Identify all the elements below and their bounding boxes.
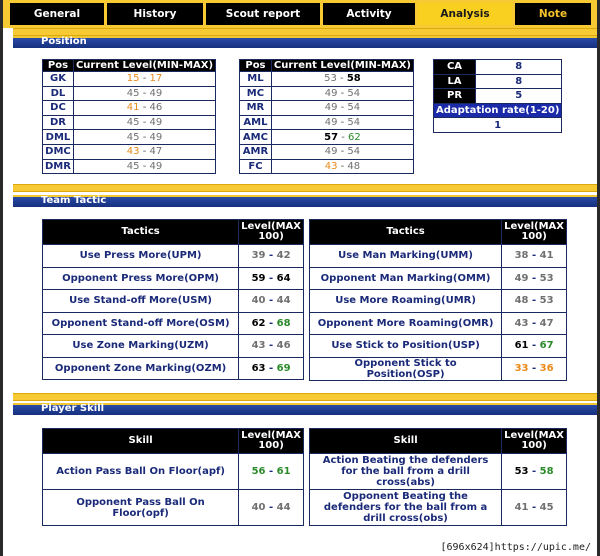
position-table-left [42, 59, 216, 174]
tab-activity[interactable]: Activity [323, 3, 415, 25]
position-row [240, 144, 414, 159]
level-range: 53 - 58 [502, 454, 567, 490]
tactic-name: Opponent Stick to Position(OSP) [310, 357, 502, 380]
level-range: 45 - 49 [73, 86, 215, 101]
level-range: 43 - 48 [271, 159, 413, 174]
tab-analysis[interactable]: Analysis [418, 3, 512, 25]
level-min: 45 [126, 117, 140, 129]
col-level: Current Level(MIN-MAX) [271, 60, 413, 72]
col-level: Level(MAX 100) [239, 220, 304, 245]
skill-name: Action Beating the defenders for the ball from a drill cross(abs) [310, 454, 502, 490]
tab-scout-report[interactable]: Scout report [206, 3, 320, 25]
col-tactics: Tactics [310, 220, 502, 245]
tactic-name: Use Stand-off More(USM) [43, 290, 239, 313]
position-code: GK [43, 72, 74, 87]
position-row [240, 130, 414, 145]
col-skill: Skill [310, 429, 502, 454]
position-row [43, 86, 216, 101]
level-range: 38 - 41 [502, 245, 567, 268]
section-header-position [13, 36, 599, 48]
tactic-name: Opponent Stand-off More(OSM) [43, 312, 239, 335]
level-max: 44 [276, 502, 291, 513]
level-max: 53 [539, 272, 554, 284]
skill-row [43, 490, 304, 526]
level-range: 41 - 45 [502, 490, 567, 526]
level-max: 68 [276, 317, 291, 329]
level-range: 39 - 42 [239, 245, 304, 268]
section-header-player-skill [13, 403, 599, 415]
la-label: LA [434, 74, 476, 89]
col-tactics: Tactics [43, 220, 239, 245]
skill-name: Opponent Pass Ball On Floor(opf) [43, 490, 239, 526]
la-value: 8 [476, 74, 562, 89]
tactic-row [43, 312, 304, 335]
level-max: 47 [539, 317, 554, 329]
level-min: 43 [324, 160, 338, 172]
tactic-row [43, 357, 304, 380]
level-min: 41 [514, 502, 529, 513]
tactics-table-left [42, 219, 304, 380]
tactic-name: Opponent Press More(OPM) [43, 267, 239, 290]
skill-name: Action Pass Ball On Floor(apf) [43, 454, 239, 490]
level-range: 49 - 54 [271, 144, 413, 159]
level-min: 57 [324, 131, 339, 143]
level-max: 54 [347, 146, 361, 158]
level-min: 43 [251, 340, 266, 352]
level-range: 57 - 62 [271, 130, 413, 145]
level-range: 49 - 54 [271, 101, 413, 116]
level-min: 45 [126, 87, 140, 99]
level-max: 62 [348, 131, 361, 143]
tactic-row [310, 267, 567, 290]
level-min: 59 [251, 272, 266, 284]
col-pos: Pos [43, 60, 74, 72]
skill-row [43, 454, 304, 490]
col-level: Level(MAX 100) [502, 429, 567, 454]
level-min: 48 [514, 295, 529, 307]
level-range: 53 - 58 [271, 72, 413, 87]
tab-note[interactable]: Note [515, 3, 591, 25]
level-min: 40 [251, 502, 266, 513]
level-max: 54 [347, 102, 361, 114]
level-range: 40 - 44 [239, 290, 304, 313]
level-range: 15 - 17 [73, 72, 215, 87]
position-row [43, 101, 216, 116]
level-min: 45 [126, 160, 140, 172]
position-row [240, 72, 414, 87]
tactic-row [310, 245, 567, 268]
level-min: 33 [514, 363, 529, 374]
position-code: MR [240, 101, 272, 116]
level-max: 54 [347, 87, 361, 99]
position-table-right [239, 59, 414, 174]
position-row [240, 159, 414, 174]
section-divider [13, 28, 599, 36]
tactic-name: Use Man Marking(UMM) [310, 245, 502, 268]
ca-label: CA [434, 60, 476, 75]
tactic-name: Opponent Zone Marking(OZM) [43, 357, 239, 380]
level-min: 53 [324, 73, 337, 85]
level-max: 49 [149, 160, 163, 172]
level-min: 53 [514, 466, 529, 477]
level-max: 41 [539, 250, 554, 262]
level-range: 45 - 49 [73, 159, 215, 174]
level-max: 49 [149, 117, 163, 129]
level-min: 49 [514, 272, 529, 284]
skills-table-left [42, 428, 304, 526]
level-max: 45 [539, 502, 554, 513]
adaptation-label: Adaptation rate(1-20) [434, 103, 562, 118]
skill-name: Opponent Beating the defenders for the ball from a drill cross(obs) [310, 490, 502, 526]
level-min: 15 [126, 73, 140, 85]
level-max: 47 [149, 146, 163, 158]
level-range: 43 - 47 [73, 144, 215, 159]
position-code: AML [240, 115, 272, 130]
position-code: FC [240, 159, 272, 174]
level-max: 61 [276, 466, 291, 477]
level-max: 49 [149, 87, 163, 99]
skill-row [310, 454, 567, 490]
tactic-row [310, 290, 567, 313]
position-code: DR [43, 115, 74, 130]
section-title: Team Tactic [41, 195, 107, 206]
section-title: Player Skill [41, 403, 105, 414]
position-row [43, 115, 216, 130]
level-min: 49 [324, 117, 338, 129]
tactic-name: Opponent Man Marking(OMM) [310, 267, 502, 290]
level-max: 17 [149, 73, 163, 85]
level-min: 49 [324, 102, 338, 114]
level-range: 63 - 69 [239, 357, 304, 380]
level-max: 69 [276, 362, 291, 374]
col-level: Current Level(MIN-MAX) [73, 60, 215, 72]
tactic-row [43, 267, 304, 290]
skill-row [310, 490, 567, 526]
level-min: 40 [251, 295, 266, 307]
level-range: 56 - 61 [239, 454, 304, 490]
position-code: AMR [240, 144, 272, 159]
level-min: 45 [126, 131, 140, 143]
level-min: 43 [126, 146, 140, 158]
level-max: 58 [539, 466, 554, 477]
position-code: DL [43, 86, 74, 101]
tactics-table-right [309, 219, 567, 381]
position-code: DMR [43, 159, 74, 174]
position-code: ML [240, 72, 272, 87]
ratings-table [433, 59, 562, 133]
section-title: Position [41, 36, 87, 47]
level-range: 61 - 67 [502, 335, 567, 358]
tactic-name: Use Stick to Position(USP) [310, 335, 502, 358]
level-max: 48 [347, 160, 361, 172]
position-row [240, 101, 414, 116]
level-max: 49 [149, 131, 163, 143]
level-range: 49 - 54 [271, 115, 413, 130]
level-range: 43 - 47 [502, 312, 567, 335]
level-min: 38 [514, 250, 529, 262]
level-range: 48 - 53 [502, 290, 567, 313]
position-row [43, 159, 216, 174]
level-range: 43 - 46 [239, 335, 304, 358]
level-min: 61 [514, 340, 529, 352]
tactic-name: Opponent More Roaming(OMR) [310, 312, 502, 335]
level-range: 41 - 46 [73, 101, 215, 116]
level-max: 54 [347, 117, 361, 129]
pr-label: PR [434, 89, 476, 104]
position-row [43, 144, 216, 159]
col-level: Level(MAX 100) [239, 429, 304, 454]
level-max: 36 [539, 363, 554, 374]
watermark: [696x624]https://upic.me/ [440, 542, 591, 553]
tab-history[interactable]: History [107, 3, 203, 25]
section-divider [13, 184, 599, 192]
position-code: DC [43, 101, 74, 116]
position-code: AMC [240, 130, 272, 145]
level-min: 49 [324, 87, 338, 99]
position-row [240, 115, 414, 130]
tactic-row [43, 245, 304, 268]
section-divider [13, 393, 599, 401]
tactic-row [43, 335, 304, 358]
ca-value: 8 [476, 60, 562, 75]
level-max: 64 [276, 272, 291, 284]
level-range: 33 - 36 [502, 357, 567, 380]
level-min: 39 [251, 250, 266, 262]
level-max: 46 [149, 102, 163, 114]
level-max: 67 [539, 340, 554, 352]
level-range: 49 - 54 [271, 86, 413, 101]
level-range: 59 - 64 [239, 267, 304, 290]
level-range: 62 - 68 [239, 312, 304, 335]
tab-bar [3, 0, 600, 28]
position-row [43, 130, 216, 145]
level-max: 42 [276, 250, 291, 262]
level-min: 41 [126, 102, 140, 114]
level-min: 63 [251, 362, 266, 374]
tactic-row [310, 312, 567, 335]
level-min: 56 [251, 466, 266, 477]
position-code: DML [43, 130, 74, 145]
level-max: 46 [276, 340, 291, 352]
section-header-team-tactic [13, 195, 599, 207]
level-max: 58 [346, 73, 361, 85]
tactic-row [310, 335, 567, 358]
position-code: DMC [43, 144, 74, 159]
level-max: 44 [276, 295, 291, 307]
level-range: 45 - 49 [73, 130, 215, 145]
col-skill: Skill [43, 429, 239, 454]
tactic-row [310, 357, 567, 380]
level-range: 49 - 53 [502, 267, 567, 290]
level-min: 49 [324, 146, 338, 158]
tab-general[interactable]: General [10, 3, 104, 25]
level-min: 43 [514, 317, 529, 329]
level-min: 62 [251, 317, 266, 329]
level-max: 53 [539, 295, 554, 307]
position-row [43, 72, 216, 87]
level-range: 45 - 49 [73, 115, 215, 130]
pr-value: 5 [476, 89, 562, 104]
adaptation-value: 1 [434, 118, 562, 133]
tactic-name: Use More Roaming(UMR) [310, 290, 502, 313]
col-level: Level(MAX 100) [502, 220, 567, 245]
position-row [240, 86, 414, 101]
tactic-row [43, 290, 304, 313]
col-pos: Pos [240, 60, 272, 72]
tactic-name: Use Press More(UPM) [43, 245, 239, 268]
tactic-name: Use Zone Marking(UZM) [43, 335, 239, 358]
level-range: 40 - 44 [239, 490, 304, 526]
position-code: MC [240, 86, 272, 101]
skills-table-right [309, 428, 567, 526]
